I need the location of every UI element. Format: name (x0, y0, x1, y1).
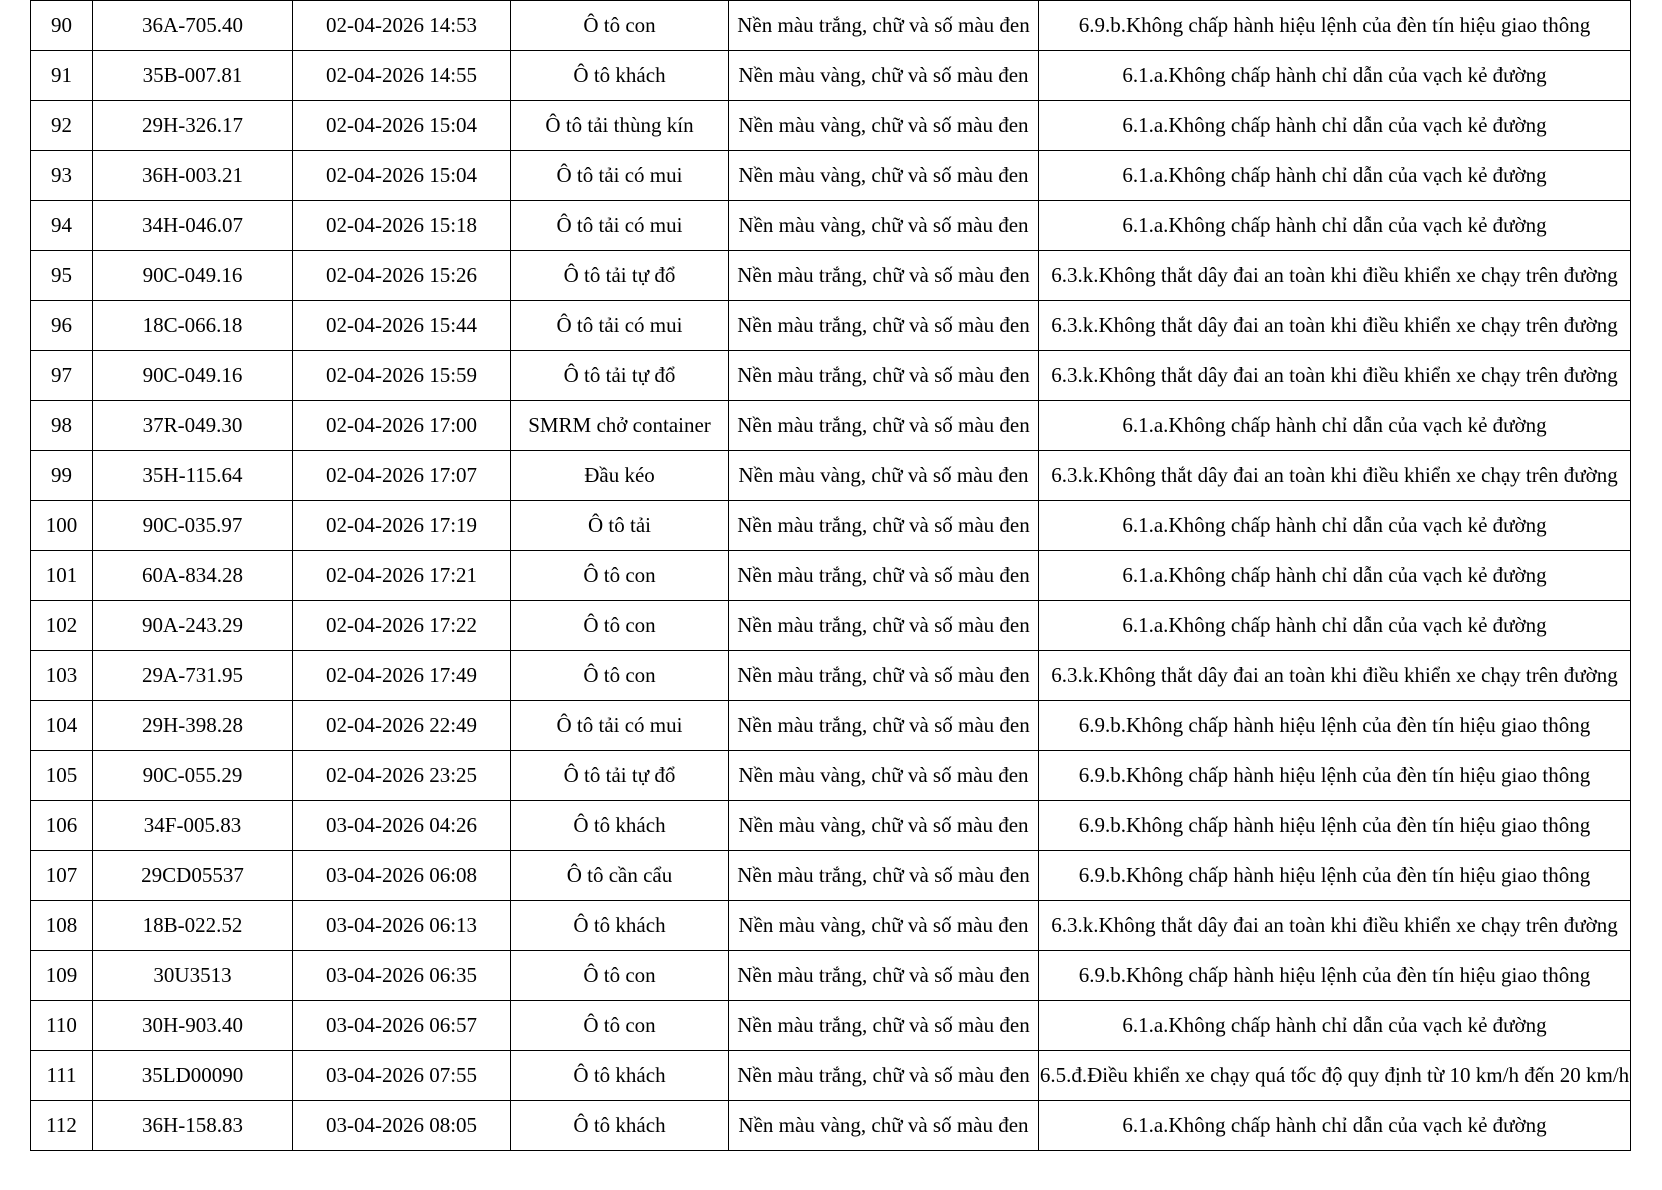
cell-license-plate: 90A-243.29 (93, 601, 293, 651)
cell-plate-color: Nền màu vàng, chữ và số màu đen (729, 201, 1039, 251)
cell-vehicle-type: Ô tô con (511, 651, 729, 701)
cell-plate-color: Nền màu vàng, chữ và số màu đen (729, 151, 1039, 201)
table-row (31, 1051, 1631, 1101)
cell-plate-color: Nền màu trắng, chữ và số màu đen (729, 501, 1039, 551)
cell-stt: 99 (31, 451, 93, 501)
cell-license-plate: 35B-007.81 (93, 51, 293, 101)
cell-vehicle-type: Đầu kéo (511, 451, 729, 501)
cell-vehicle-type: Ô tô tải có mui (511, 151, 729, 201)
cell-plate-color: Nền màu trắng, chữ và số màu đen (729, 551, 1039, 601)
cell-violation-time: 02-04-2026 15:04 (293, 101, 511, 151)
cell-violation-time: 02-04-2026 15:04 (293, 151, 511, 201)
cell-vehicle-type: Ô tô khách (511, 801, 729, 851)
cell-plate-color: Nền màu trắng, chữ và số màu đen (729, 701, 1039, 751)
table-row (31, 501, 1631, 551)
cell-violation-time: 02-04-2026 15:26 (293, 251, 511, 301)
table-row (31, 251, 1631, 301)
cell-violation-time: 03-04-2026 04:26 (293, 801, 511, 851)
cell-stt: 107 (31, 851, 93, 901)
cell-violation-time: 03-04-2026 08:05 (293, 1101, 511, 1151)
cell-vehicle-type: Ô tô con (511, 1001, 729, 1051)
cell-plate-color: Nền màu vàng, chữ và số màu đen (729, 751, 1039, 801)
cell-vehicle-type: Ô tô tải thùng kín (511, 101, 729, 151)
cell-stt: 101 (31, 551, 93, 601)
cell-violation-time: 02-04-2026 17:19 (293, 501, 511, 551)
cell-plate-color: Nền màu trắng, chữ và số màu đen (729, 1001, 1039, 1051)
cell-plate-color: Nền màu trắng, chữ và số màu đen (729, 951, 1039, 1001)
cell-stt: 109 (31, 951, 93, 1001)
cell-violation-behavior: 6.1.a.Không chấp hành chỉ dẫn của vạch kẻ đường (1039, 501, 1631, 551)
cell-violation-time: 02-04-2026 17:22 (293, 601, 511, 651)
cell-stt: 93 (31, 151, 93, 201)
cell-violation-behavior: 6.3.k.Không thắt dây đai an toàn khi điều khiển xe chạy trên đường (1039, 251, 1631, 301)
cell-plate-color: Nền màu trắng, chữ và số màu đen (729, 1051, 1039, 1101)
cell-license-plate: 36H-003.21 (93, 151, 293, 201)
cell-plate-color: Nền màu trắng, chữ và số màu đen (729, 651, 1039, 701)
cell-license-plate: 29A-731.95 (93, 651, 293, 701)
table-row (31, 51, 1631, 101)
cell-vehicle-type: Ô tô con (511, 1, 729, 51)
violations-table (30, 0, 1631, 1151)
cell-violation-time: 02-04-2026 17:07 (293, 451, 511, 501)
cell-violation-behavior: 6.1.a.Không chấp hành chỉ dẫn của vạch kẻ đường (1039, 601, 1631, 651)
cell-violation-behavior: 6.5.đ.Điều khiển xe chạy quá tốc độ quy định từ 10 km/h đến 20 km/h (1039, 1051, 1631, 1101)
cell-violation-time: 03-04-2026 07:55 (293, 1051, 511, 1101)
cell-violation-behavior: 6.1.a.Không chấp hành chỉ dẫn của vạch kẻ đường (1039, 151, 1631, 201)
cell-license-plate: 36A-705.40 (93, 1, 293, 51)
cell-license-plate: 29H-326.17 (93, 101, 293, 151)
table-row (31, 1, 1631, 51)
cell-license-plate: 30H-903.40 (93, 1001, 293, 1051)
cell-violation-time: 03-04-2026 06:08 (293, 851, 511, 901)
cell-plate-color: Nền màu vàng, chữ và số màu đen (729, 101, 1039, 151)
cell-license-plate: 90C-049.16 (93, 251, 293, 301)
table-row (31, 101, 1631, 151)
violations-table-body (31, 1, 1631, 1151)
cell-vehicle-type: Ô tô con (511, 951, 729, 1001)
cell-plate-color: Nền màu trắng, chữ và số màu đen (729, 301, 1039, 351)
table-row (31, 201, 1631, 251)
table-row (31, 301, 1631, 351)
cell-stt: 98 (31, 401, 93, 451)
cell-violation-behavior: 6.3.k.Không thắt dây đai an toàn khi điều khiển xe chạy trên đường (1039, 901, 1631, 951)
cell-vehicle-type: Ô tô cần cẩu (511, 851, 729, 901)
cell-license-plate: 37R-049.30 (93, 401, 293, 451)
cell-violation-behavior: 6.1.a.Không chấp hành chỉ dẫn của vạch kẻ đường (1039, 401, 1631, 451)
cell-license-plate: 29H-398.28 (93, 701, 293, 751)
cell-violation-time: 03-04-2026 06:35 (293, 951, 511, 1001)
cell-violation-time: 02-04-2026 17:21 (293, 551, 511, 601)
cell-violation-time: 02-04-2026 23:25 (293, 751, 511, 801)
cell-violation-time: 02-04-2026 14:55 (293, 51, 511, 101)
cell-plate-color: Nền màu trắng, chữ và số màu đen (729, 601, 1039, 651)
cell-vehicle-type: SMRM chở container (511, 401, 729, 451)
table-row (31, 801, 1631, 851)
cell-stt: 94 (31, 201, 93, 251)
cell-stt: 108 (31, 901, 93, 951)
cell-plate-color: Nền màu vàng, chữ và số màu đen (729, 51, 1039, 101)
cell-plate-color: Nền màu trắng, chữ và số màu đen (729, 351, 1039, 401)
cell-violation-time: 02-04-2026 15:18 (293, 201, 511, 251)
cell-violation-behavior: 6.1.a.Không chấp hành chỉ dẫn của vạch kẻ đường (1039, 201, 1631, 251)
cell-violation-behavior: 6.9.b.Không chấp hành hiệu lệnh của đèn tín hiệu giao thông (1039, 851, 1631, 901)
cell-vehicle-type: Ô tô khách (511, 901, 729, 951)
table-row (31, 351, 1631, 401)
cell-violation-time: 02-04-2026 14:53 (293, 1, 511, 51)
cell-violation-behavior: 6.1.a.Không chấp hành chỉ dẫn của vạch kẻ đường (1039, 1101, 1631, 1151)
cell-vehicle-type: Ô tô tải tự đổ (511, 251, 729, 301)
cell-stt: 102 (31, 601, 93, 651)
cell-license-plate: 90C-035.97 (93, 501, 293, 551)
cell-plate-color: Nền màu trắng, chữ và số màu đen (729, 1, 1039, 51)
cell-stt: 97 (31, 351, 93, 401)
table-row (31, 901, 1631, 951)
cell-license-plate: 60A-834.28 (93, 551, 293, 601)
cell-stt: 110 (31, 1001, 93, 1051)
cell-violation-behavior: 6.1.a.Không chấp hành chỉ dẫn của vạch kẻ đường (1039, 551, 1631, 601)
cell-plate-color: Nền màu vàng, chữ và số màu đen (729, 801, 1039, 851)
table-row (31, 551, 1631, 601)
table-row (31, 401, 1631, 451)
cell-plate-color: Nền màu vàng, chữ và số màu đen (729, 901, 1039, 951)
cell-stt: 105 (31, 751, 93, 801)
cell-violation-behavior: 6.9.b.Không chấp hành hiệu lệnh của đèn tín hiệu giao thông (1039, 1, 1631, 51)
cell-license-plate: 29CD05537 (93, 851, 293, 901)
cell-violation-time: 02-04-2026 15:59 (293, 351, 511, 401)
cell-license-plate: 35H-115.64 (93, 451, 293, 501)
cell-plate-color: Nền màu trắng, chữ và số màu đen (729, 401, 1039, 451)
cell-violation-behavior: 6.1.a.Không chấp hành chỉ dẫn của vạch kẻ đường (1039, 51, 1631, 101)
cell-violation-time: 02-04-2026 17:00 (293, 401, 511, 451)
cell-violation-time: 02-04-2026 22:49 (293, 701, 511, 751)
cell-stt: 100 (31, 501, 93, 551)
cell-vehicle-type: Ô tô tải (511, 501, 729, 551)
cell-vehicle-type: Ô tô con (511, 601, 729, 651)
cell-vehicle-type: Ô tô tải tự đổ (511, 351, 729, 401)
cell-license-plate: 34F-005.83 (93, 801, 293, 851)
table-row (31, 1101, 1631, 1151)
cell-violation-behavior: 6.3.k.Không thắt dây đai an toàn khi điều khiển xe chạy trên đường (1039, 301, 1631, 351)
cell-stt: 92 (31, 101, 93, 151)
cell-stt: 90 (31, 1, 93, 51)
table-row (31, 951, 1631, 1001)
table-row (31, 151, 1631, 201)
cell-plate-color: Nền màu vàng, chữ và số màu đen (729, 1101, 1039, 1151)
cell-license-plate: 90C-049.16 (93, 351, 293, 401)
table-row (31, 1001, 1631, 1051)
cell-stt: 106 (31, 801, 93, 851)
cell-vehicle-type: Ô tô tải tự đổ (511, 751, 729, 801)
cell-stt: 112 (31, 1101, 93, 1151)
cell-violation-behavior: 6.3.k.Không thắt dây đai an toàn khi điều khiển xe chạy trên đường (1039, 451, 1631, 501)
cell-stt: 91 (31, 51, 93, 101)
cell-violation-behavior: 6.3.k.Không thắt dây đai an toàn khi điều khiển xe chạy trên đường (1039, 351, 1631, 401)
cell-violation-behavior: 6.1.a.Không chấp hành chỉ dẫn của vạch kẻ đường (1039, 1001, 1631, 1051)
cell-plate-color: Nền màu trắng, chữ và số màu đen (729, 251, 1039, 301)
cell-vehicle-type: Ô tô khách (511, 1051, 729, 1101)
cell-vehicle-type: Ô tô tải có mui (511, 201, 729, 251)
cell-license-plate: 36H-158.83 (93, 1101, 293, 1151)
cell-violation-behavior: 6.9.b.Không chấp hành hiệu lệnh của đèn tín hiệu giao thông (1039, 801, 1631, 851)
cell-stt: 96 (31, 301, 93, 351)
cell-vehicle-type: Ô tô khách (511, 1101, 729, 1151)
table-row (31, 601, 1631, 651)
cell-vehicle-type: Ô tô con (511, 551, 729, 601)
cell-license-plate: 35LD00090 (93, 1051, 293, 1101)
cell-violation-behavior: 6.9.b.Không chấp hành hiệu lệnh của đèn tín hiệu giao thông (1039, 951, 1631, 1001)
cell-vehicle-type: Ô tô khách (511, 51, 729, 101)
cell-violation-behavior: 6.1.a.Không chấp hành chỉ dẫn của vạch kẻ đường (1039, 101, 1631, 151)
cell-plate-color: Nền màu vàng, chữ và số màu đen (729, 451, 1039, 501)
cell-violation-time: 03-04-2026 06:13 (293, 901, 511, 951)
table-row (31, 751, 1631, 801)
cell-violation-time: 02-04-2026 15:44 (293, 301, 511, 351)
cell-violation-time: 02-04-2026 17:49 (293, 651, 511, 701)
cell-stt: 103 (31, 651, 93, 701)
cell-license-plate: 18C-066.18 (93, 301, 293, 351)
table-row (31, 701, 1631, 751)
cell-license-plate: 90C-055.29 (93, 751, 293, 801)
cell-license-plate: 30U3513 (93, 951, 293, 1001)
table-row (31, 451, 1631, 501)
cell-violation-behavior: 6.9.b.Không chấp hành hiệu lệnh của đèn tín hiệu giao thông (1039, 751, 1631, 801)
cell-stt: 104 (31, 701, 93, 751)
cell-vehicle-type: Ô tô tải có mui (511, 301, 729, 351)
cell-vehicle-type: Ô tô tải có mui (511, 701, 729, 751)
cell-stt: 95 (31, 251, 93, 301)
cell-plate-color: Nền màu trắng, chữ và số màu đen (729, 851, 1039, 901)
cell-license-plate: 18B-022.52 (93, 901, 293, 951)
cell-violation-time: 03-04-2026 06:57 (293, 1001, 511, 1051)
cell-license-plate: 34H-046.07 (93, 201, 293, 251)
cell-violation-behavior: 6.3.k.Không thắt dây đai an toàn khi điều khiển xe chạy trên đường (1039, 651, 1631, 701)
table-row (31, 651, 1631, 701)
table-row (31, 851, 1631, 901)
cell-violation-behavior: 6.9.b.Không chấp hành hiệu lệnh của đèn tín hiệu giao thông (1039, 701, 1631, 751)
cell-stt: 111 (31, 1051, 93, 1101)
